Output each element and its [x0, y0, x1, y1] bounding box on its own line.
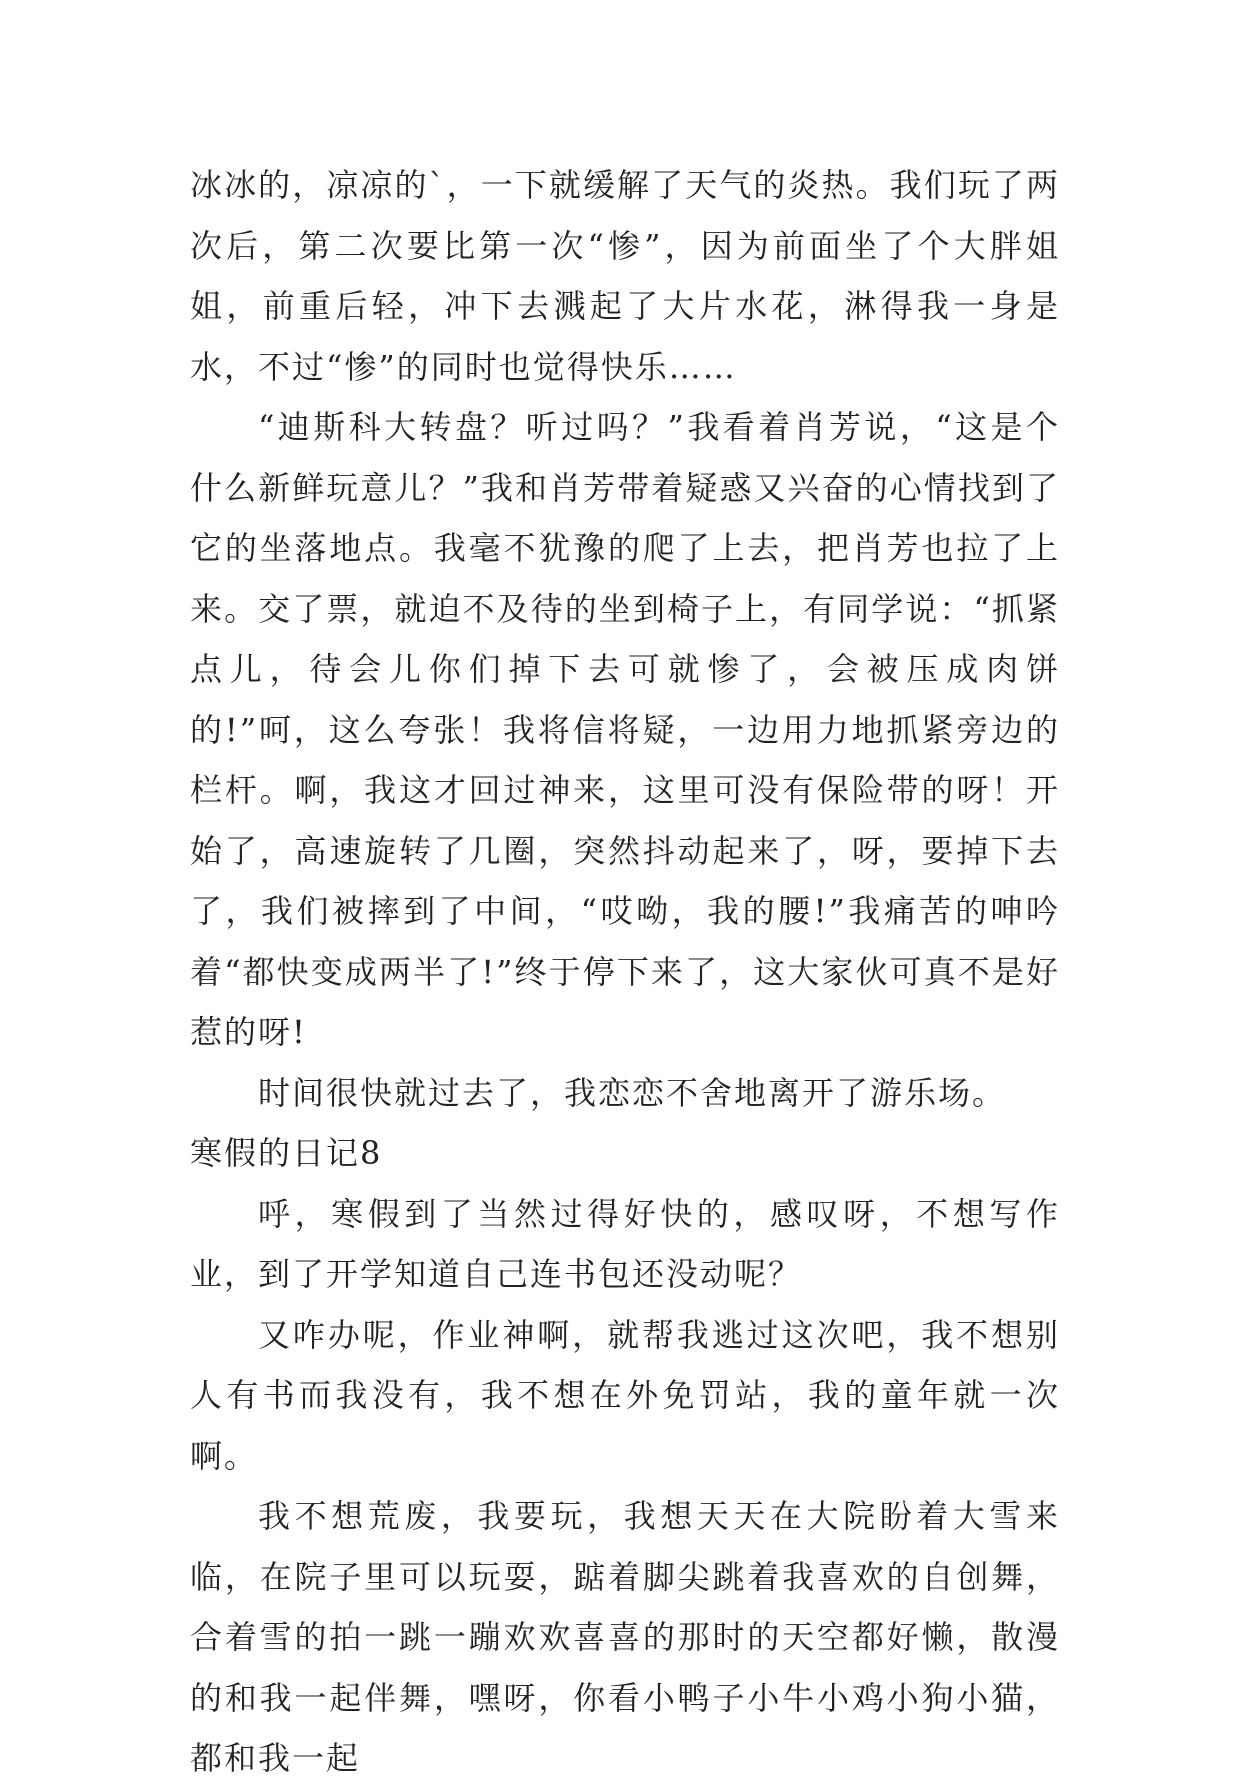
section-heading: 寒假的日记8: [190, 1134, 383, 1172]
paragraph-winter-break-start: 呼，寒假到了当然过得好快的，感叹呀，不想写作业，到了开学知道自己连书包还没动呢？: [190, 1194, 1060, 1293]
document-body: [190, 155, 1060, 1789]
paragraph-leaving-park: 时间很快就过去了，我恋恋不舍地离开了游乐场。: [258, 1073, 1007, 1112]
paragraph-disco-turntable: “迪斯科大转盘？听过吗？”我看着肖芳说，“这是个什么新鲜玩意儿？”我和肖芳带着疑惑又兴奋的心情找到了它的坐落地点。我毫不犹豫的爬了上去，把肖芳也拉了上来。交了票，就迫不及待的坐到椅子上，有同学说：“抓紧点儿，待会儿你们掉下去可就惨了，会被压成肉饼的!”呵，这么夸张！我将信将疑，一边用力地抓紧旁边的栏杆。啊，我这才回过神来，这里可没有保险带的呀！开始了，高速旋转了几圈，突然抖动起来了，呀，要掉下去了，我们被摔到了中间，“哎呦，我的腰!”我痛苦的呻吟着“都快变成两半了!”终于停下来了，这大家伙可真不是好惹的呀!: [190, 408, 1060, 1051]
paragraph-homework-wish: 又咋办呢，作业神啊，就帮我逃过这次吧，我不想别人有书而我没有，我不想在外免罚站，我的童年就一次啊。: [190, 1315, 1060, 1475]
paragraph-snow-play: 我不想荒废，我要玩，我想天天在大院盼着大雪来临，在院子里可以玩耍，踮着脚尖跳着我喜欢的自创舞，合着雪的拍一跳一蹦欢欢喜喜的那时的天空都好懒，散漫的和我一起伴舞，嘿呀，你看小鸭子小牛小鸡小狗小猫，都和我一起: [190, 1497, 1060, 1777]
paragraph-water-slide-ending: 冰冰的，凉凉的`，一下就缓解了天气的炎热。我们玩了两次后，第二次要比第一次“惨”，因为前面坐了个大胖姐姐，前重后轻，冲下去溅起了大片水花，淋得我一身是水，不过“惨”的同时也觉得快乐……: [190, 166, 1060, 386]
